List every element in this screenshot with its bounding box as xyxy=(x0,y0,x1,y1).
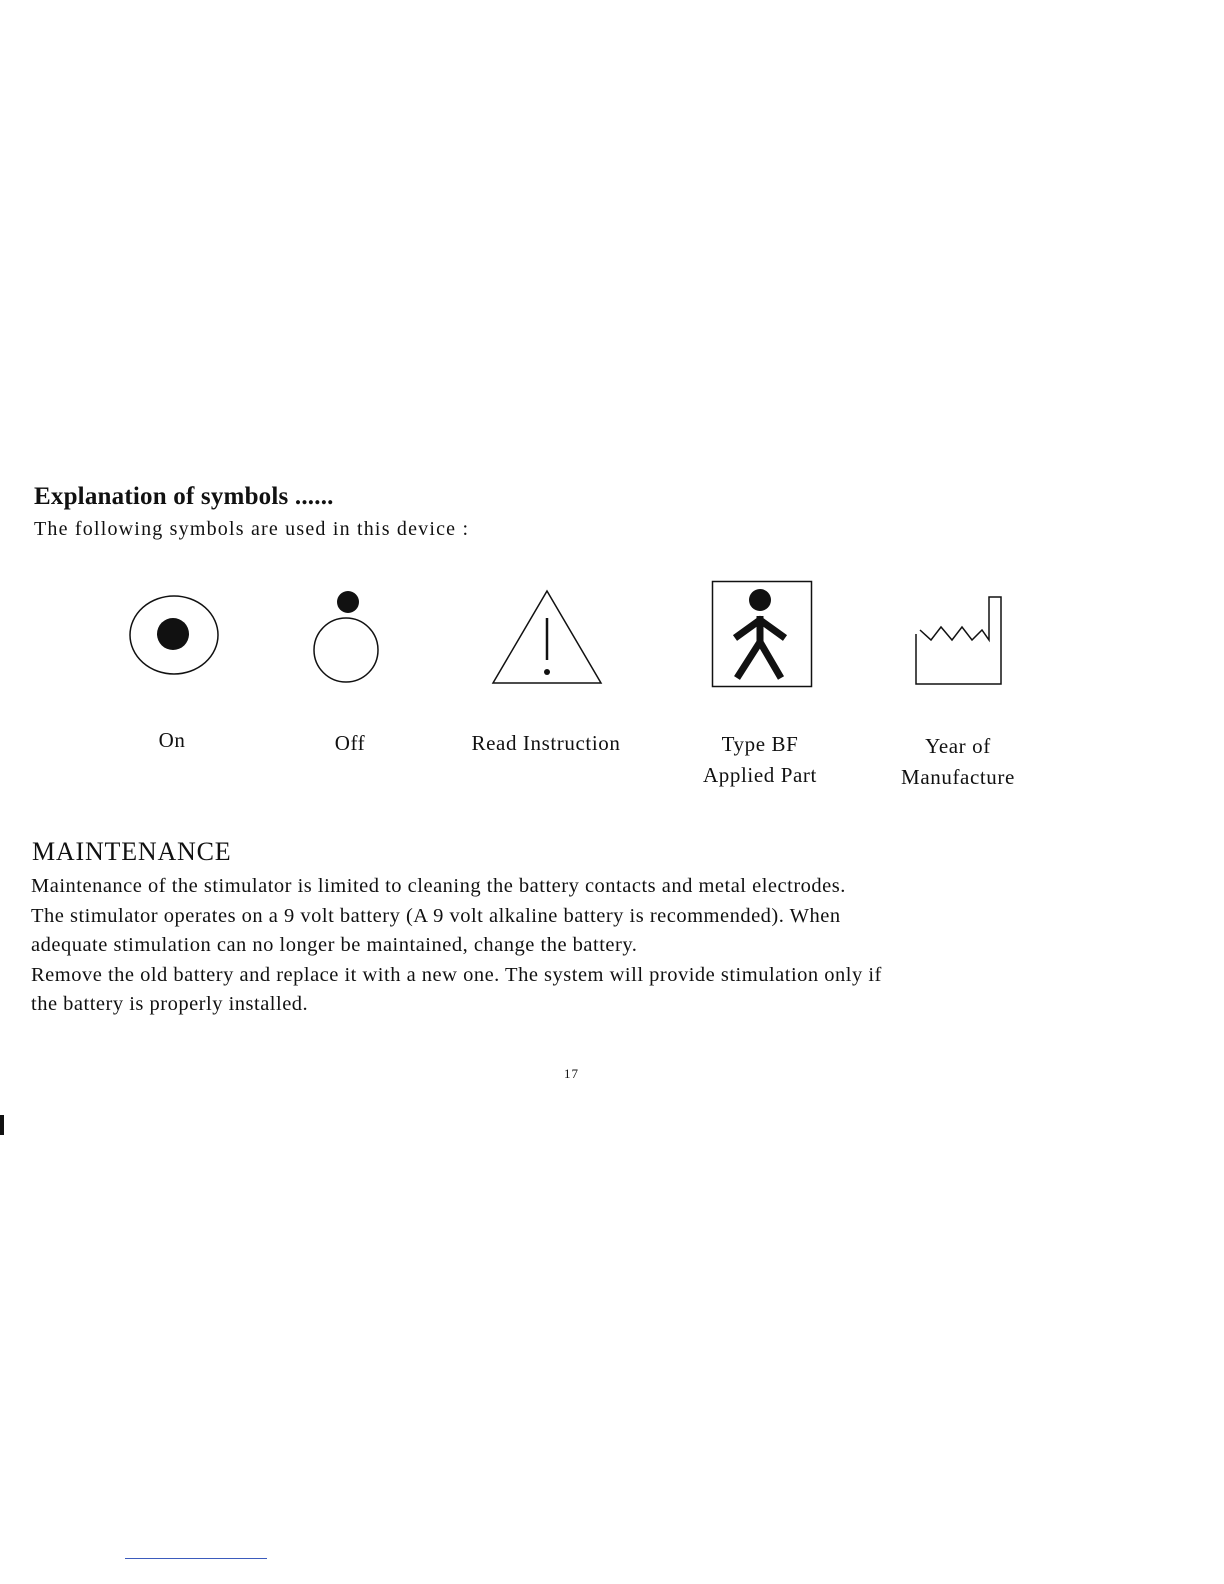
maintenance-line-3: adequate stimulation can no longer be maintained, change the battery. xyxy=(31,934,638,956)
on-symbol-icon xyxy=(128,594,220,676)
symbols-intro-text: The following symbols are used in this device : xyxy=(34,518,470,540)
type-bf-label-line2: Applied Part xyxy=(703,763,817,787)
maintenance-body xyxy=(31,872,882,1020)
year-of-manufacture-label xyxy=(868,731,1048,793)
maintenance-title: MAINTENANCE xyxy=(32,837,232,866)
scan-edge-mark xyxy=(0,1115,4,1135)
off-symbol-label: Off xyxy=(334,731,366,755)
symbols-section-title: Explanation of symbols ...... xyxy=(34,483,334,510)
type-bf-label-line1: Type BF xyxy=(721,732,799,756)
year-of-manufacture-label-line2: Manufacture xyxy=(901,765,1015,789)
footer-rule xyxy=(125,1558,267,1559)
maintenance-line-5: the battery is properly installed. xyxy=(31,993,309,1015)
maintenance-line-2: The stimulator operates on a 9 volt battery (A 9 volt alkaline battery is recommended). When xyxy=(31,904,841,927)
type-bf-label xyxy=(670,729,850,791)
read-instruction-label: Read Instruction xyxy=(471,731,621,755)
warning-triangle-icon xyxy=(490,588,604,686)
factory-manufacture-icon xyxy=(912,594,1004,686)
year-of-manufacture-label-line1: Year of xyxy=(925,734,991,758)
maintenance-line-4: Remove the old battery and replace it with a new one. The system will provide stimulation only if xyxy=(31,963,882,986)
off-symbol-icon xyxy=(312,588,382,684)
maintenance-line-1: Maintenance of the stimulator is limited to cleaning the battery contacts and metal electrodes. xyxy=(31,875,846,897)
on-symbol-label: On xyxy=(158,728,186,752)
page-number: 17 xyxy=(564,1066,579,1081)
type-bf-applied-part-icon xyxy=(711,580,813,688)
